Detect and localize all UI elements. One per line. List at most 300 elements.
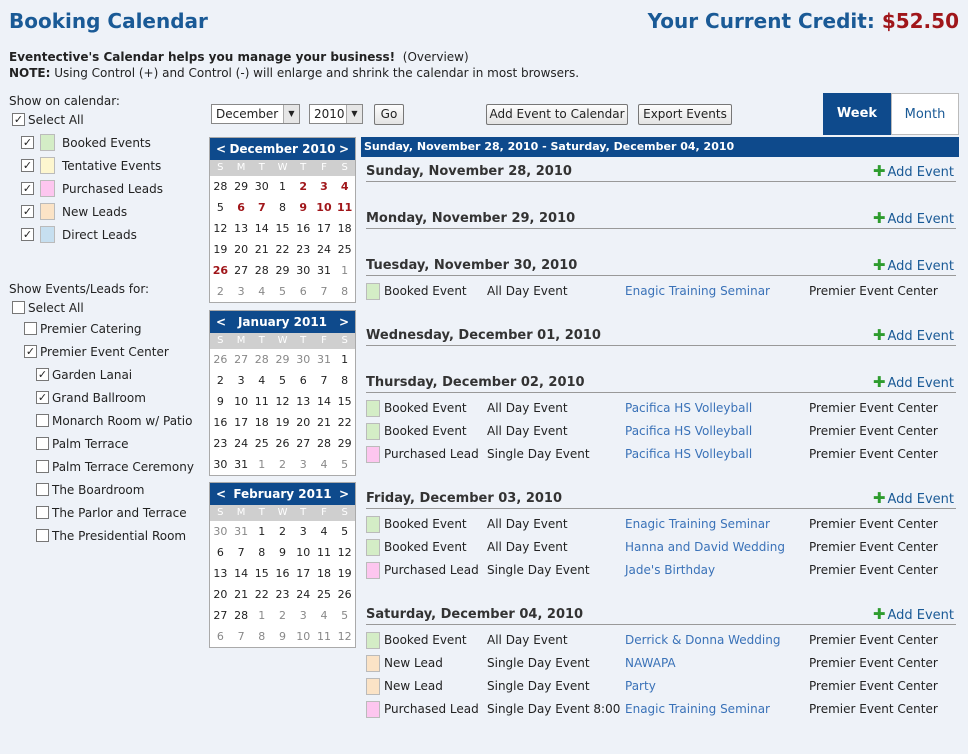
calendar-day[interactable]: 12 (337, 630, 352, 643)
weekday-label: S (341, 507, 348, 518)
event-type-swatch (366, 655, 380, 672)
year-select[interactable] (309, 104, 363, 124)
day-title: Wednesday, December 01, 2010 (366, 328, 601, 343)
tab-week[interactable]: Week (823, 93, 891, 135)
mini-calendar-header (210, 138, 355, 160)
legend-swatch (40, 134, 55, 151)
event-name-link[interactable]: Derrick & Donna Wedding (625, 633, 781, 647)
room-label: Garden Lanai (52, 368, 133, 382)
calendar-day[interactable]: 18 (254, 416, 269, 429)
calendar-day[interactable]: 2 (279, 525, 287, 538)
calendar-day[interactable]: 7 (320, 374, 328, 387)
prev-month-icon[interactable]: < (215, 142, 227, 156)
calendar-day[interactable]: 21 (234, 588, 249, 601)
calendar-day[interactable]: 1 (341, 353, 349, 366)
calendar-day[interactable]: 4 (320, 525, 328, 538)
event-type-swatch (366, 400, 380, 417)
credit-display (648, 9, 959, 33)
checkbox-label: Select All (28, 301, 84, 315)
calendar-day[interactable]: 28 (234, 609, 249, 622)
calendar-day[interactable]: 26 (275, 437, 290, 450)
weekday-label: S (341, 335, 348, 346)
event-name-link[interactable]: Party (625, 679, 656, 693)
mini-calendar-title: January 2011 (237, 315, 328, 329)
legend-label: Booked Events (62, 136, 151, 150)
event-type-swatch (366, 701, 380, 718)
calendar-week (210, 370, 355, 391)
weekday-label: F (321, 335, 327, 346)
calendar-day[interactable]: 14 (254, 222, 269, 235)
mini-calendar-header (210, 483, 355, 505)
calendar-day[interactable]: 4 (258, 374, 266, 387)
legend-label: Purchased Leads (62, 182, 164, 196)
calendar-day[interactable]: 5 (216, 201, 224, 214)
weekday-label: S (217, 507, 224, 518)
calendar-day[interactable]: 30 (213, 525, 228, 538)
calendar-day[interactable]: 25 (254, 437, 269, 450)
calendar-day[interactable]: 23 (213, 437, 228, 450)
calendar-day[interactable]: 15 (275, 222, 290, 235)
calendar-day[interactable]: 4 (258, 285, 266, 298)
checkbox[interactable]: ✓ (25, 345, 36, 358)
calendar-day[interactable]: 22 (254, 588, 269, 601)
mini-calendar-title: December 2010 (229, 142, 336, 156)
venue-label: Premier Event Center (40, 345, 169, 359)
legend-swatch (40, 180, 55, 197)
day-title: Tuesday, November 30, 2010 (366, 258, 578, 273)
event-type: Purchased Lead (384, 563, 479, 577)
day-header (366, 490, 956, 509)
calendar-day[interactable]: 29 (337, 437, 352, 450)
legend-item[interactable] (21, 158, 161, 176)
overview-link[interactable]: (Overview) (402, 50, 469, 64)
tab-month[interactable]: Month (891, 93, 959, 135)
calendar-day[interactable]: 2 (216, 374, 224, 387)
calendar-day[interactable]: 3 (320, 180, 328, 193)
calendar-day[interactable]: 10 (296, 546, 311, 559)
calendar-day[interactable]: 9 (216, 395, 224, 408)
add-event-link[interactable] (873, 606, 954, 624)
event-type: Booked Event (384, 424, 467, 438)
calendar-day[interactable]: 3 (299, 458, 307, 471)
calendar-day[interactable]: 11 (337, 201, 353, 214)
calendar-day[interactable]: 9 (279, 546, 287, 559)
calendar-day[interactable]: 1 (258, 525, 266, 538)
calendar-day[interactable]: 30 (296, 264, 311, 277)
checkbox-label: Select All (28, 113, 84, 127)
calendar-day[interactable]: 3 (237, 285, 245, 298)
legend-item[interactable] (21, 135, 151, 153)
mini-calendar (209, 482, 356, 648)
calendar-day[interactable]: 4 (340, 180, 349, 193)
checkbox[interactable] (24, 322, 37, 335)
calendar-day[interactable]: 14 (234, 567, 249, 580)
calendar-day[interactable]: 19 (275, 416, 290, 429)
event-name-link[interactable]: Pacifica HS Volleyball (625, 447, 753, 461)
weekday-header (210, 333, 355, 349)
calendar-day[interactable]: 24 (296, 588, 311, 601)
chevron-down-icon: ▼ (283, 105, 299, 123)
checkbox[interactable]: ✓ (37, 391, 48, 404)
calendar-week (210, 391, 355, 412)
calendar-day[interactable]: 1 (341, 264, 349, 277)
calendar-day[interactable]: 15 (337, 395, 352, 408)
calendar-day[interactable]: 4 (320, 458, 328, 471)
add-event-label: Add Event (887, 212, 954, 227)
venue-item[interactable] (24, 321, 142, 339)
add-event-link[interactable] (873, 163, 954, 181)
calendar-day[interactable]: 6 (216, 546, 224, 559)
add-event-link[interactable] (873, 374, 954, 392)
month-select-value: December (216, 107, 279, 121)
calendar-day[interactable]: 8 (279, 201, 287, 214)
weekday-label: M (236, 507, 246, 518)
calendar-day[interactable]: 19 (337, 567, 352, 580)
checkbox[interactable]: ✓ (22, 205, 33, 218)
room-label: The Parlor and Terrace (52, 506, 187, 520)
calendar-day[interactable]: 10 (296, 630, 311, 643)
calendar-week (210, 454, 355, 475)
day-header (366, 327, 956, 346)
event-type-swatch (366, 632, 380, 649)
plus-icon: ✚ (872, 605, 886, 623)
event-duration: Single Day Event (487, 679, 590, 693)
calendar-day[interactable]: 23 (275, 588, 290, 601)
plus-icon: ✚ (872, 162, 886, 180)
calendar-day[interactable]: 29 (275, 353, 290, 366)
weekday-label: M (236, 335, 246, 346)
calendar-day[interactable]: 7 (320, 285, 328, 298)
calendar-day[interactable]: 19 (213, 243, 228, 256)
go-button[interactable]: Go (374, 104, 404, 125)
calendar-day[interactable]: 28 (254, 264, 269, 277)
calendar-day[interactable]: 24 (234, 437, 249, 450)
calendar-day[interactable]: 16 (213, 416, 228, 429)
checkbox[interactable] (36, 460, 49, 473)
calendar-day[interactable]: 30 (254, 180, 269, 193)
calendar-day[interactable]: 21 (254, 243, 269, 256)
calendar-day[interactable]: 17 (296, 567, 311, 580)
add-event-label: Add Event (887, 376, 954, 391)
event-duration: All Day Event (487, 633, 568, 647)
calendar-day[interactable]: 2 (279, 458, 287, 471)
plus-icon: ✚ (872, 209, 886, 227)
calendar-week (210, 563, 355, 584)
calendar-day[interactable]: 16 (296, 222, 311, 235)
calendar-day[interactable]: 11 (316, 630, 331, 643)
calendar-day[interactable]: 3 (237, 374, 245, 387)
calendar-day[interactable]: 26 (213, 353, 228, 366)
weekday-label: F (321, 507, 327, 518)
event-type-swatch (366, 678, 380, 695)
calendar-day[interactable]: 1 (258, 609, 266, 622)
calendar-day[interactable]: 4 (320, 609, 328, 622)
next-month-icon[interactable]: > (338, 142, 350, 156)
mini-calendar-header (210, 311, 355, 333)
calendar-day[interactable]: 21 (316, 416, 331, 429)
calendar-day[interactable]: 26 (337, 588, 352, 601)
calendar-day[interactable]: 9 (299, 201, 308, 214)
intro-text (9, 49, 579, 81)
room-item[interactable] (36, 367, 132, 385)
day-title: Sunday, November 28, 2010 (366, 164, 572, 179)
calendar-day[interactable]: 3 (299, 609, 307, 622)
event-type-swatch (366, 516, 380, 533)
calendar-day[interactable]: 8 (341, 285, 349, 298)
calendar-week (210, 605, 355, 626)
weekday-label: T (258, 162, 265, 173)
calendar-day[interactable]: 8 (258, 630, 266, 643)
calendar-day[interactable]: 13 (234, 222, 249, 235)
calendar-day[interactable]: 29 (275, 264, 290, 277)
room-item[interactable] (36, 390, 146, 408)
calendar-day[interactable]: 25 (316, 588, 331, 601)
calendar-day[interactable]: 7 (237, 630, 245, 643)
room-item[interactable] (36, 413, 192, 431)
calendar-day[interactable]: 12 (337, 546, 352, 559)
next-month-icon[interactable]: > (338, 487, 350, 501)
event-type: Purchased Lead (384, 447, 479, 461)
event-name-link[interactable]: Jade's Birthday (625, 563, 716, 577)
event-type: Purchased Lead (384, 702, 479, 716)
checkbox[interactable] (36, 483, 49, 496)
checkbox[interactable]: ✓ (22, 136, 33, 149)
room-item[interactable] (36, 505, 187, 523)
calendar-day[interactable]: 6 (237, 201, 245, 214)
event-type-swatch (366, 446, 380, 463)
calendar-day[interactable]: 3 (299, 525, 307, 538)
calendar-day[interactable]: 18 (316, 567, 331, 580)
event-venue: Premier Event Center (809, 563, 938, 577)
event-venue: Premier Event Center (809, 540, 938, 554)
event-name-link[interactable]: Enagic Training Seminar (625, 702, 770, 716)
calendar-day[interactable]: 17 (234, 416, 249, 429)
mini-calendar (209, 137, 356, 303)
calendar-day[interactable]: 5 (279, 285, 287, 298)
event-duration: Single Day Event (487, 563, 590, 577)
event-venue: Premier Event Center (809, 447, 938, 461)
room-item[interactable] (36, 528, 186, 546)
calendar-day[interactable]: 27 (234, 264, 249, 277)
calendar-day[interactable]: 31 (316, 353, 331, 366)
calendar-week (210, 626, 355, 647)
page-title: Booking Calendar (9, 9, 208, 33)
checkbox[interactable] (12, 301, 25, 314)
prev-month-icon[interactable]: < (215, 487, 227, 501)
event-venue: Premier Event Center (809, 656, 938, 670)
legend-item[interactable] (21, 181, 163, 199)
add-event-link[interactable] (873, 210, 954, 228)
show-select-all[interactable] (12, 112, 84, 130)
calendar-day[interactable]: 11 (316, 546, 331, 559)
calendar-day[interactable]: 7 (257, 201, 266, 214)
add-event-link[interactable] (873, 327, 954, 345)
calendar-day[interactable]: 25 (337, 243, 352, 256)
calendar-day[interactable]: 13 (296, 395, 311, 408)
calendar-day[interactable]: 26 (212, 264, 229, 277)
legend-label: Direct Leads (62, 228, 137, 242)
calendar-day[interactable]: 13 (213, 567, 228, 580)
calendar-day[interactable]: 9 (279, 630, 287, 643)
calendar-day[interactable]: 5 (341, 458, 349, 471)
event-venue: Premier Event Center (809, 424, 938, 438)
next-month-icon[interactable]: > (338, 315, 350, 329)
event-type-swatch (366, 423, 380, 440)
calendar-day[interactable]: 15 (254, 567, 269, 580)
room-label: The Presidential Room (52, 529, 187, 543)
checkbox[interactable]: ✓ (13, 113, 24, 126)
legend-label: Tentative Events (62, 159, 162, 173)
calendar-day[interactable]: 5 (341, 525, 349, 538)
calendar-day[interactable]: 12 (213, 222, 228, 235)
add-event-link[interactable] (873, 490, 954, 508)
venue-select-all[interactable] (12, 300, 84, 318)
checkbox[interactable]: ✓ (22, 159, 33, 172)
calendar-day[interactable]: 6 (299, 285, 307, 298)
calendar-day[interactable]: 31 (316, 264, 331, 277)
checkbox[interactable] (36, 506, 49, 519)
venue-item[interactable] (24, 344, 169, 362)
calendar-week (210, 218, 355, 239)
calendar-day[interactable]: 28 (316, 437, 331, 450)
calendar-week (210, 542, 355, 563)
event-duration: Single Day Event (487, 447, 590, 461)
event-type: New Lead (384, 679, 443, 693)
calendar-day[interactable]: 31 (234, 458, 249, 471)
add-event-to-calendar-button[interactable]: Add Event to Calendar (486, 104, 628, 125)
event-name-link[interactable]: Hanna and David Wedding (625, 540, 785, 554)
checkbox[interactable] (36, 529, 49, 542)
event-venue: Premier Event Center (809, 401, 938, 415)
calendar-day[interactable]: 20 (234, 243, 249, 256)
legend-swatch (40, 157, 55, 174)
calendar-week (210, 281, 355, 302)
weekday-header (210, 160, 355, 176)
calendar-day[interactable]: 22 (275, 243, 290, 256)
room-label: The Boardroom (52, 483, 145, 497)
export-events-button[interactable]: Export Events (638, 104, 732, 125)
calendar-day[interactable]: 27 (296, 437, 311, 450)
calendar-day[interactable]: 27 (234, 353, 249, 366)
calendar-day[interactable]: 6 (216, 630, 224, 643)
calendar-day[interactable]: 31 (234, 525, 249, 538)
room-item[interactable] (36, 436, 129, 454)
calendar-day[interactable]: 11 (254, 395, 269, 408)
calendar-day[interactable]: 18 (337, 222, 352, 235)
event-duration: All Day Event (487, 401, 568, 415)
calendar-day[interactable]: 20 (213, 588, 228, 601)
calendar-week (210, 412, 355, 433)
calendar-day[interactable]: 1 (279, 180, 287, 193)
calendar-day[interactable]: 5 (279, 374, 287, 387)
legend-item[interactable] (21, 227, 137, 245)
calendar-day[interactable]: 8 (341, 374, 349, 387)
checkbox[interactable] (36, 414, 49, 427)
calendar-day[interactable]: 29 (234, 180, 249, 193)
calendar-day[interactable]: 7 (237, 546, 245, 559)
calendar-day[interactable]: 24 (316, 243, 331, 256)
room-item[interactable] (36, 482, 144, 500)
day-title: Monday, November 29, 2010 (366, 211, 576, 226)
credit-amount: $52.50 (881, 9, 959, 33)
event-name-link[interactable]: Enagic Training Seminar (625, 284, 770, 298)
plus-icon: ✚ (872, 489, 886, 507)
calendar-week (210, 521, 355, 542)
calendar-day[interactable]: 2 (216, 285, 224, 298)
calendar-day[interactable]: 28 (254, 353, 269, 366)
event-duration: Single Day Event (487, 656, 590, 670)
checkbox[interactable]: ✓ (37, 368, 48, 381)
event-name-link[interactable]: Enagic Training Seminar (625, 517, 770, 531)
calendar-day[interactable]: 30 (296, 353, 311, 366)
calendar-day[interactable]: 1 (258, 458, 266, 471)
event-duration: Single Day Event 8:00 (487, 702, 621, 716)
calendar-day[interactable]: 16 (275, 567, 290, 580)
calendar-day[interactable]: 8 (258, 546, 266, 559)
prev-month-icon[interactable]: < (215, 315, 227, 329)
room-label: Palm Terrace (52, 437, 129, 451)
credit-label: Your Current Credit: (647, 9, 875, 33)
note-text: Using Control (+) and Control (-) will enlarge and shrink the calendar in most browsers. (54, 66, 580, 80)
event-type: Booked Event (384, 517, 467, 531)
legend-item[interactable] (21, 204, 127, 222)
week-range-header: Sunday, November 28, 2010 - Saturday, December 04, 2010 (361, 137, 959, 157)
calendar-day[interactable]: 2 (279, 609, 287, 622)
mini-calendar (209, 310, 356, 476)
calendar-day[interactable]: 28 (213, 180, 228, 193)
plus-icon: ✚ (872, 256, 886, 274)
calendar-day[interactable]: 5 (341, 609, 349, 622)
calendar-day[interactable]: 17 (316, 222, 331, 235)
event-venue: Premier Event Center (809, 702, 938, 716)
calendar-day[interactable]: 14 (316, 395, 331, 408)
calendar-week (210, 260, 355, 281)
day-title: Thursday, December 02, 2010 (366, 375, 585, 390)
calendar-day[interactable]: 10 (234, 395, 249, 408)
checkbox[interactable]: ✓ (22, 228, 33, 241)
calendar-day[interactable]: 20 (296, 416, 311, 429)
calendar-day[interactable]: 22 (337, 416, 352, 429)
checkbox[interactable]: ✓ (22, 182, 33, 195)
chevron-down-icon: ▼ (346, 105, 362, 123)
event-name-link[interactable]: NAWAPA (625, 656, 676, 670)
calendar-day[interactable]: 27 (213, 609, 228, 622)
calendar-day[interactable]: 23 (296, 243, 311, 256)
calendar-day[interactable]: 12 (275, 395, 290, 408)
add-event-link[interactable] (873, 257, 954, 275)
day-header (366, 374, 956, 393)
weekday-label: W (277, 335, 288, 346)
weekday-header (210, 505, 355, 521)
plus-icon: ✚ (872, 326, 886, 344)
calendar-day[interactable]: 6 (299, 374, 307, 387)
event-type: New Lead (384, 656, 443, 670)
calendar-day[interactable]: 2 (299, 180, 308, 193)
calendar-week (210, 584, 355, 605)
room-item[interactable] (36, 459, 194, 477)
note-label: NOTE: (9, 66, 51, 80)
calendar-day[interactable]: 10 (316, 201, 332, 214)
year-select-value: 2010 (314, 107, 345, 121)
event-name-link[interactable]: Pacifica HS Volleyball (625, 424, 753, 438)
month-select[interactable] (211, 104, 300, 124)
day-header (366, 606, 956, 625)
event-name-link[interactable]: Pacifica HS Volleyball (625, 401, 753, 415)
venue-label: Premier Catering (40, 322, 142, 336)
calendar-day[interactable]: 30 (213, 458, 228, 471)
checkbox[interactable] (36, 437, 49, 450)
calendar-week (210, 197, 355, 218)
